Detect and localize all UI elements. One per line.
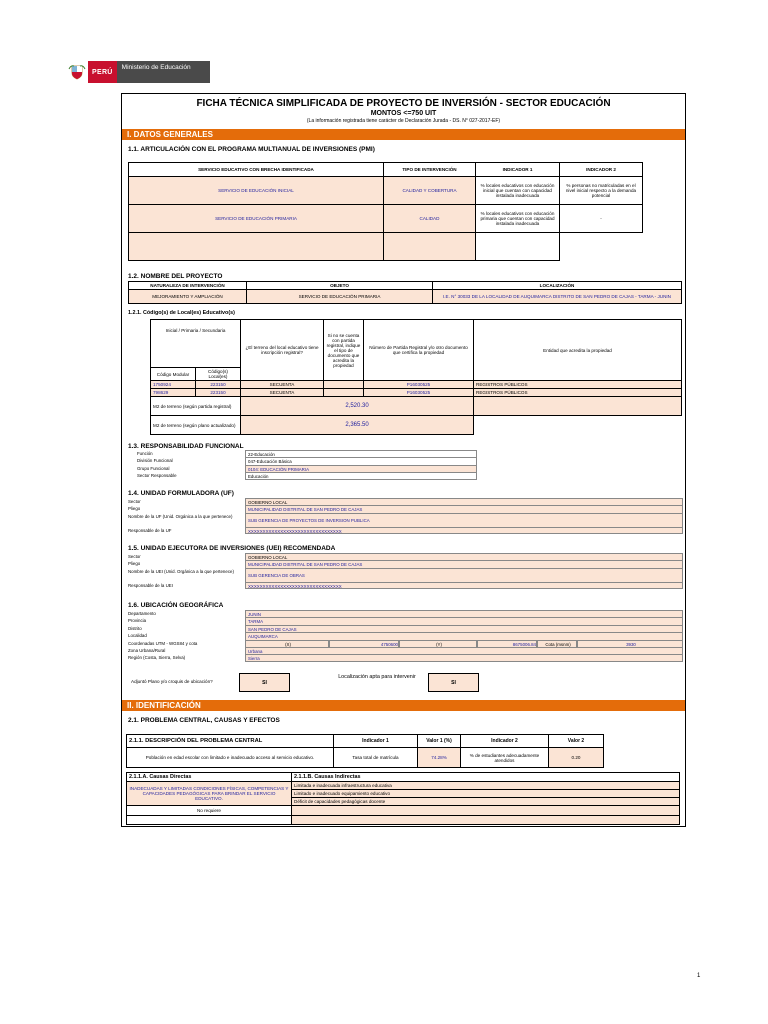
- field-label: Localidad: [128, 633, 147, 639]
- field-value: 22-Educación: [245, 450, 477, 457]
- field-label: Sector: [128, 499, 141, 504]
- tipo-cell: CALIDAD: [384, 205, 476, 233]
- pmi-table: [128, 162, 643, 261]
- field-label: Departamento: [128, 611, 156, 616]
- ministry-logo: [66, 61, 210, 83]
- field-value: MUNICIPALIDAD DISTRITAL DE SAN PEDRO DE CAJAS: [245, 505, 683, 512]
- col-partida: Número de Partida Registral y/o otro documento que certifica la propiedad: [364, 320, 474, 381]
- field-value: Sierra: [245, 654, 683, 661]
- servicio-cell: SERVICIO DE EDUCACIÓN INICIAL: [129, 177, 384, 205]
- partida-cell: P16030525: [364, 389, 474, 397]
- field-label: Nombre de la UEI (Unid. Orgánica a la que pertenece): [128, 568, 234, 574]
- heading-1-1: 1.1. ARTICULACIÓN CON EL PROGRAMA MULTIANUAL DE INVERSIONES (PMI): [128, 146, 375, 153]
- field-label: Grupo Funcional: [137, 465, 170, 471]
- plano-answer: SI: [239, 673, 290, 692]
- field-label: Distrito: [128, 625, 142, 631]
- field-label: Pliego: [128, 561, 141, 567]
- direct-causes-heading: 2.1.1.A. Causas Directas: [127, 773, 292, 782]
- executing-unit: [128, 553, 683, 589]
- empty-cell: [292, 806, 680, 816]
- col-tipo: TIPO DE INTERVENCIÓN: [384, 163, 476, 177]
- field-value: GOBIERNO LOCAL: [245, 553, 683, 560]
- table-row: [151, 389, 682, 397]
- field-label: Provincia: [128, 618, 147, 624]
- form-subtitle: MONTOS <=750 UIT: [370, 110, 437, 117]
- field-value: GOBIERNO LOCAL: [245, 498, 683, 505]
- heading-1-3: 1.3. RESPONSABILIDAD FUNCIONAL: [128, 443, 244, 450]
- m2-partida-value: 2,520.30: [241, 397, 474, 416]
- heading-1-6: 1.6. UBICACIÓN GEOGRÁFICA: [128, 602, 224, 609]
- indicador-1-cell: % locales educativos con educación inicial que cuentan con capacidad instalada inadecuada: [476, 177, 560, 205]
- col-codigo-modular: Código Modular: [151, 368, 196, 381]
- y-value: 8675006.84: [477, 640, 537, 647]
- country-label: PERÚ: [88, 61, 117, 83]
- field-label: Pliego: [128, 506, 141, 512]
- table-row: [151, 381, 682, 389]
- field-label: Zona Urbana/Rural: [128, 647, 166, 653]
- empty-cell: [474, 416, 682, 435]
- m2-plano-value: 2,365.50: [241, 416, 474, 435]
- indicador-1-value: Tasa total de matrícula: [334, 748, 418, 768]
- problem-description: Población en edad escolar con limitado e inadecuado acceso al servicio educativo.: [127, 748, 334, 768]
- field-value: SAN PEDRO DE CAJAS: [245, 625, 683, 632]
- codigo-local-cell: 223150: [196, 381, 241, 389]
- plano-question: Adjuntó Plano y/o croquis de ubicación?: [131, 679, 213, 684]
- indicador-2-cell: -: [560, 205, 643, 233]
- field-value: Educación: [245, 472, 477, 479]
- field-label: Sector: [128, 554, 141, 559]
- col-indicador-1: INDICADOR 1: [476, 163, 560, 177]
- col-indicador-2: Indicador 2: [461, 735, 549, 748]
- apta-answer: SI: [428, 673, 479, 692]
- coat-of-arms-icon: [66, 61, 88, 83]
- no-requiere: No requiere: [127, 806, 292, 816]
- formulating-unit: [128, 498, 683, 534]
- empty-cell: [384, 233, 476, 261]
- col-tipo-documento: Si no se cuenta con partida registral, indique el tipo de documento que acredita la propiedad: [324, 320, 364, 381]
- empty-cell: [127, 816, 292, 825]
- ministry-label: Ministerio de Educación: [117, 61, 210, 83]
- inscripcion-cell: SECUENTA: [241, 381, 324, 389]
- entidad-cell: REGISTROS PÚBLICOS: [474, 389, 682, 397]
- entidad-cell: REGISTROS PÚBLICOS: [474, 381, 682, 389]
- cota-value: 3930: [577, 640, 683, 647]
- localizacion-cell: I.E. N° 30033 DE LA LOCALIDAD DE AUQUIMARCA DISTRITO DE SAN PEDRO DE CAJAS - TARMA - JUNIN: [433, 290, 682, 304]
- field-value: MUNICIPALIDAD DISTRITAL DE SAN PEDRO DE CAJAS: [245, 560, 683, 567]
- codigo-local-cell: 223150: [196, 389, 241, 397]
- naturaleza-cell: MEJORAMIENTO Y AMPLIACIÓN: [129, 290, 247, 304]
- problem-table: [126, 734, 604, 768]
- indirect-cause: Limitada e inadecuada infraestructura educativa: [292, 782, 680, 790]
- causes-table: [126, 772, 680, 825]
- indicador-2-value: % de estudiantes adecuadamente atendidos: [461, 748, 549, 768]
- functional-responsibility: [137, 450, 477, 480]
- tipo-cell: CALIDAD Y COBERTURA: [384, 177, 476, 205]
- indicador-2-cell: % personas no matriculadas en el nivel inicial respecto a la demanda potencial: [560, 177, 643, 205]
- apta-question: Localización apta para intervenir: [338, 674, 416, 680]
- m2-partida-label: M2 de terreno (según partida registral): [151, 397, 241, 416]
- col-objeto: OBJETO: [247, 282, 433, 290]
- field-value: 0104: EDUCACIÓN PRIMARIA: [245, 465, 477, 472]
- section-identificacion: II. IDENTIFICACIÓN: [122, 700, 685, 711]
- nivel-label: Inicial / Primaria / Secundaria: [165, 328, 226, 333]
- form-sheet: [121, 93, 686, 827]
- indirect-causes-heading: 2.1.1.B. Causas Indirectas: [292, 773, 680, 782]
- m2-plano-label: M2 de terreno (según plano actualizado): [151, 416, 241, 435]
- field-value: 047-Educación Básica: [245, 457, 477, 464]
- col-inscripcion: ¿El terreno del local educativo tiene inscripción registral?: [241, 320, 324, 381]
- heading-1-2-1: 1.2.1. Código(s) de Local(es) Educativo(s): [128, 310, 235, 316]
- tipo-documento-cell: [324, 381, 364, 389]
- col-entidad: Entidad que acredita la propiedad: [474, 320, 682, 381]
- section-datos-generales: I. DATOS GENERALES: [122, 129, 685, 140]
- inscripcion-cell: SECUENTA: [241, 389, 324, 397]
- tipo-documento-cell: [324, 389, 364, 397]
- valor-1-value: 74.28%: [418, 748, 461, 768]
- field-value: JUNIN: [245, 610, 683, 617]
- empty-cell: [474, 397, 682, 416]
- col-indicador-1: Indicador 1: [334, 735, 418, 748]
- heading-1-4: 1.4. UNIDAD FORMULADORA (UF): [128, 490, 234, 497]
- indicador-1-cell: % locales educativos con educación primaria que cuentan con capacidad instalada inadecuada: [476, 205, 560, 233]
- col-localizacion: LOCALIZACIÓN: [433, 282, 682, 290]
- cota-label: Cota (msnm): [537, 640, 577, 647]
- col-nivel: [151, 320, 241, 368]
- field-value: XXXXXXXXXXXXXXXXXXXXXXXXXXXXXXXX: [245, 527, 683, 534]
- field-label: División Funcional: [137, 458, 173, 464]
- heading-1-5: 1.5. UNIDAD EJECUTORA DE INVERSIONES (UEI) RECOMENDADA: [128, 545, 336, 552]
- field-label: Nombre de la UF (Unid. Orgánica a la que pertenece): [128, 513, 233, 519]
- indirect-cause: Déficit de capacidades pedagógicas docente: [292, 798, 680, 806]
- valor-2-value: 0.20: [549, 748, 604, 768]
- direct-cause: INADECUADAS Y LIMITADAS CONDICIONES FÍSICAS, COMPETENCIAS Y CAPACIDADES PEDAGÓGICAS PARA BRINDAR EL SERVICIO EDUCATIVO.: [127, 782, 292, 806]
- field-value: XXXXXXXXXXXXXXXXXXXXXXXXXXXXXXXX: [245, 582, 683, 589]
- field-label: Responsable de la UF: [128, 527, 172, 533]
- local-codes-table: [150, 319, 682, 435]
- form-title: FICHA TÉCNICA SIMPLIFICADA DE PROYECTO DE INVERSIÓN - SECTOR EDUCACIÓN: [196, 98, 611, 109]
- field-label: Coordenadas UTM - WGS84 y cota: [128, 640, 198, 646]
- problem-heading: 2.1.1. DESCRIPCIÓN DEL PROBLEMA CENTRAL: [127, 735, 334, 748]
- x-label: (X): [245, 640, 329, 647]
- empty-cell: [560, 233, 643, 261]
- field-value: SUB GERENCIA DE PROYECTOS DE INVERSION PUBLICA: [245, 513, 683, 527]
- codigo-modular-cell: 798629: [151, 389, 196, 397]
- empty-cell: [129, 233, 384, 261]
- field-value: Urbana: [245, 647, 683, 654]
- objeto-cell: SERVICIO DE EDUCACIÓN PRIMARIA: [247, 290, 433, 304]
- form-note: (La información registrada tiene carácter de Declaración Jurada - DS. N° 027-2017-EF): [306, 118, 501, 124]
- field-label: Región (Costa, Sierra, Selva): [128, 655, 186, 661]
- col-naturaleza: NATURALEZA DE INTERVENCIÓN: [129, 282, 247, 290]
- y-label: (Y): [399, 640, 477, 647]
- field-label: Sector Responsable: [137, 473, 177, 479]
- x-value: 4750600: [329, 640, 399, 647]
- col-servicio: SERVICIO EDUCATIVO CON BRECHA IDENTIFICADA: [129, 163, 384, 177]
- col-codigo-local: Código(s) Local(es): [196, 368, 241, 381]
- servicio-cell: SERVICIO DE EDUCACIÓN PRIMARIA: [129, 205, 384, 233]
- field-label: Función: [137, 451, 153, 456]
- empty-cell: [292, 816, 680, 825]
- geographic-location: [128, 610, 683, 662]
- codigo-modular-cell: 1750924: [151, 381, 196, 389]
- field-label: Responsable de la UEI: [128, 582, 173, 588]
- field-value: SUB GERENCIA DE OBRAS: [245, 568, 683, 582]
- indirect-cause: Limitado e inadecuado equipamiento educativo: [292, 790, 680, 798]
- empty-cell: [476, 233, 560, 261]
- project-name-table: [128, 281, 682, 304]
- col-valor-1: Valor 1 (%): [418, 735, 461, 748]
- col-indicador-2: INDICADOR 2: [560, 163, 643, 177]
- field-value: TARMA: [245, 617, 683, 624]
- col-valor-2: Valor 2: [549, 735, 604, 748]
- partida-cell: P16030525: [364, 381, 474, 389]
- heading-1-2: 1.2. NOMBRE DEL PROYECTO: [128, 273, 223, 280]
- page-number: 1: [697, 973, 701, 979]
- field-value: AUQUIMARCA: [245, 632, 683, 639]
- heading-2-1: 2.1. PROBLEMA CENTRAL, CAUSAS Y EFECTOS: [128, 717, 280, 724]
